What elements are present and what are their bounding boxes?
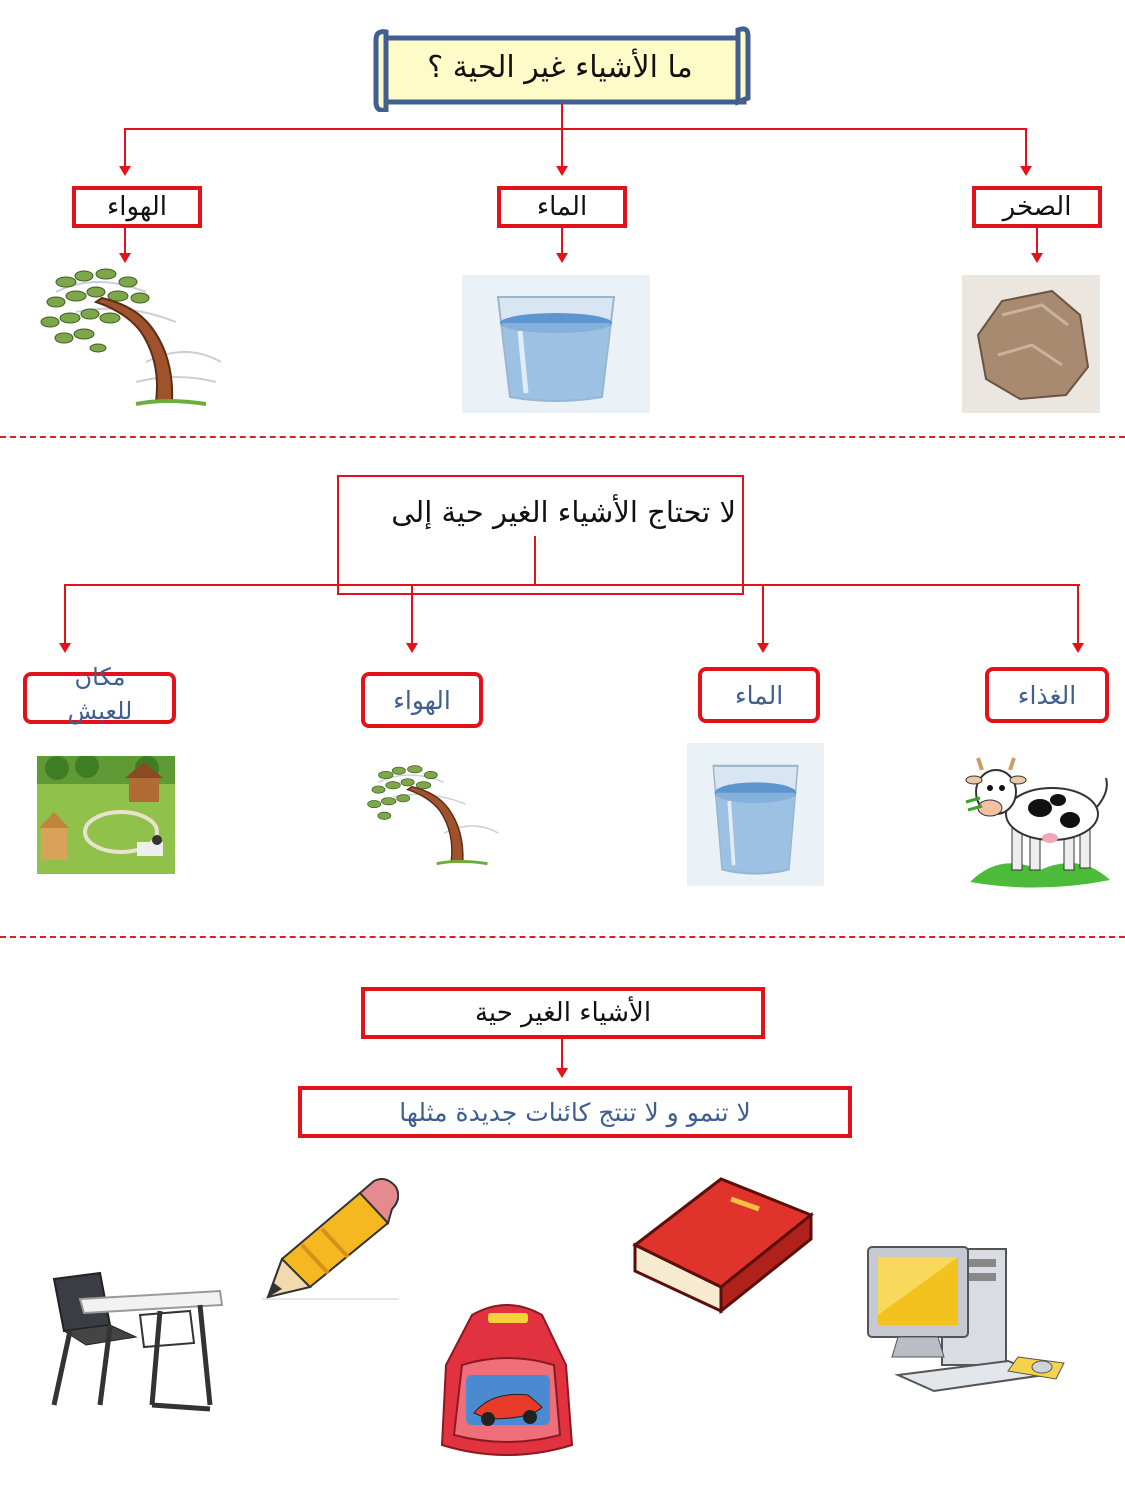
- backpack-icon: [432, 1295, 582, 1465]
- school-desk-icon: [40, 1265, 225, 1415]
- water-glass-icon: [462, 275, 650, 413]
- label-rock: الصخر: [972, 186, 1102, 228]
- section3-title-box: الأشياء الغير حية: [361, 987, 765, 1039]
- windy-tree-icon: [36, 262, 226, 412]
- label-air: الهواء: [72, 186, 202, 228]
- rock-icon: [962, 275, 1100, 413]
- book-icon: [625, 1175, 815, 1315]
- label-water: الماء: [497, 186, 627, 228]
- divider-1: [0, 436, 1125, 438]
- windy-tree-icon: [364, 756, 502, 874]
- label-water-2: الماء: [698, 667, 820, 723]
- label-food: الغذاء: [985, 667, 1109, 723]
- cow-icon: [960, 752, 1115, 892]
- divider-2: [0, 936, 1125, 938]
- section1-title: ما الأشياء غير الحية ؟: [427, 50, 693, 85]
- section3-subtitle-box: لا تنمو و لا تنتج كائنات جديدة مثلها: [298, 1086, 852, 1138]
- computer-icon: [858, 1245, 1078, 1405]
- pencil-icon: [262, 1175, 399, 1303]
- water-glass-icon: [687, 743, 824, 886]
- farm-icon: [37, 756, 175, 874]
- label-air-2: الهواء: [361, 672, 483, 728]
- section2-title: لا تحتاج الأشياء الغير حية إلى: [391, 495, 736, 529]
- label-place-to-live-text: مكان للعيش: [67, 663, 133, 725]
